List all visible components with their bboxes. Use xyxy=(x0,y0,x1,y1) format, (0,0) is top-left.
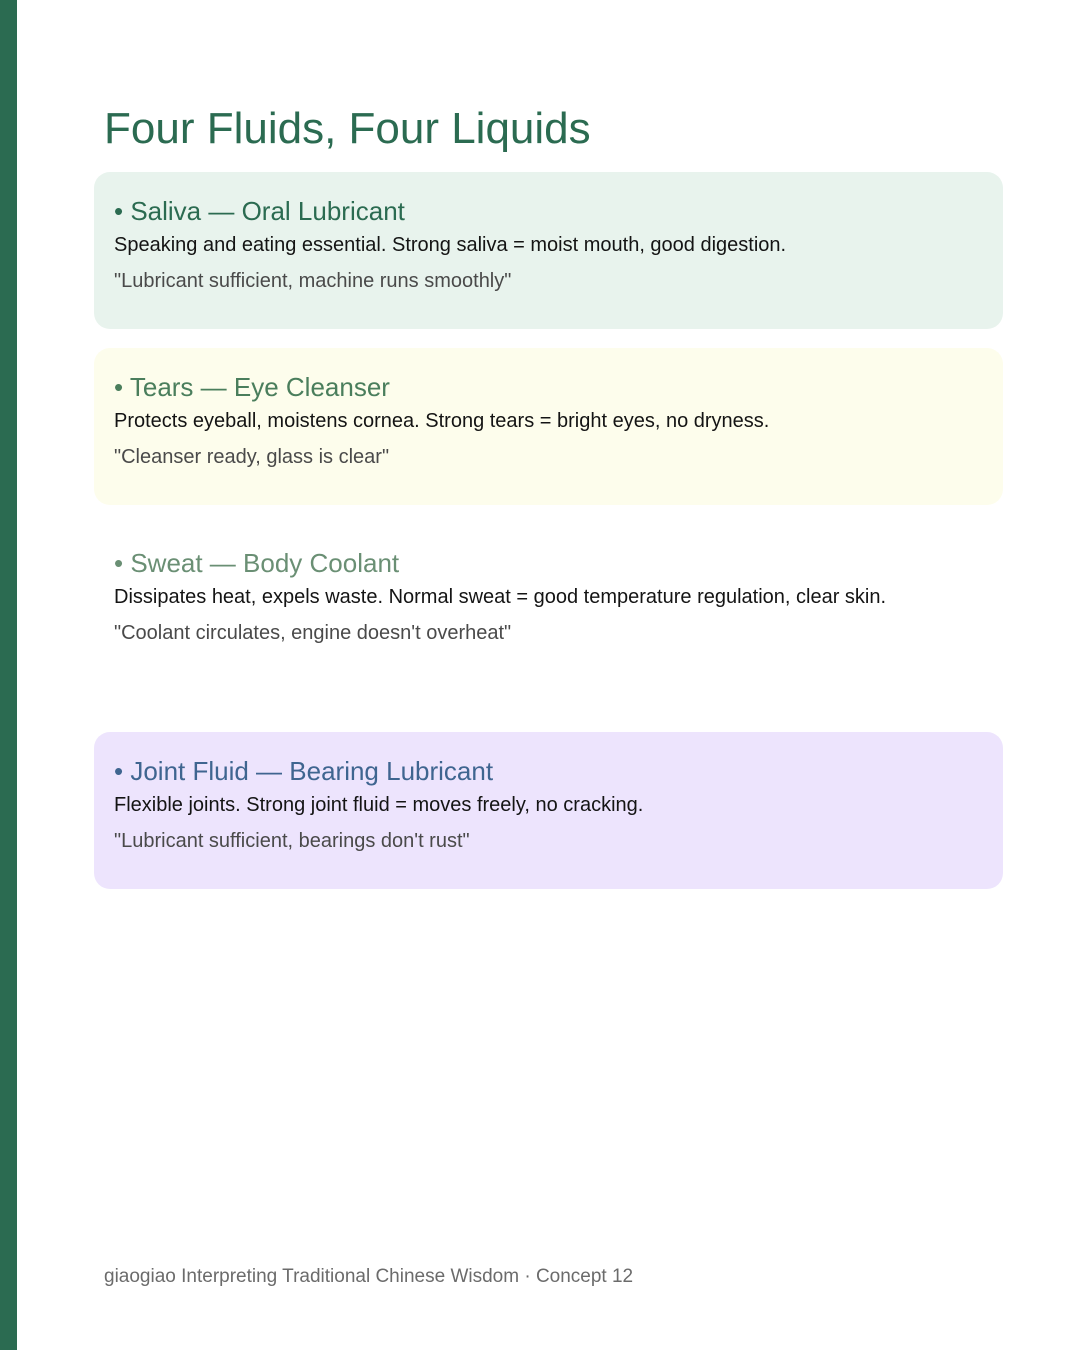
card-saliva xyxy=(94,172,1003,329)
card-description: Speaking and eating essential. Strong saliva = moist mouth, good digestion. xyxy=(114,234,787,256)
card-quote: "Coolant circulates, engine doesn't overheat" xyxy=(114,622,512,644)
card-description: Dissipates heat, expels waste. Normal sweat = good temperature regulation, clear skin. xyxy=(114,586,887,608)
card-title: • Tears — Eye Cleanser xyxy=(114,372,390,402)
left-accent-bar xyxy=(0,0,17,1350)
card-title: • Saliva — Oral Lubricant xyxy=(114,196,405,226)
card-quote: "Lubricant sufficient, machine runs smoothly" xyxy=(114,270,512,292)
card-description: Flexible joints. Strong joint fluid = moves freely, no cracking. xyxy=(114,794,644,816)
card-quote: "Cleanser ready, glass is clear" xyxy=(114,446,390,468)
card-title: • Sweat — Body Coolant xyxy=(114,548,400,578)
page-title: Four Fluids, Four Liquids xyxy=(104,104,591,153)
card-sweat xyxy=(94,524,1003,681)
card-tears xyxy=(94,348,1003,505)
card-quote: "Lubricant sufficient, bearings don't rust" xyxy=(114,830,470,852)
footer-credit: giaogiao Interpreting Traditional Chinese Wisdom · Concept 12 xyxy=(104,1266,634,1287)
card-title: • Joint Fluid — Bearing Lubricant xyxy=(114,756,494,786)
card-description: Protects eyeball, moistens cornea. Strong tears = bright eyes, no dryness. xyxy=(114,410,770,432)
card-joint-fluid xyxy=(94,732,1003,889)
